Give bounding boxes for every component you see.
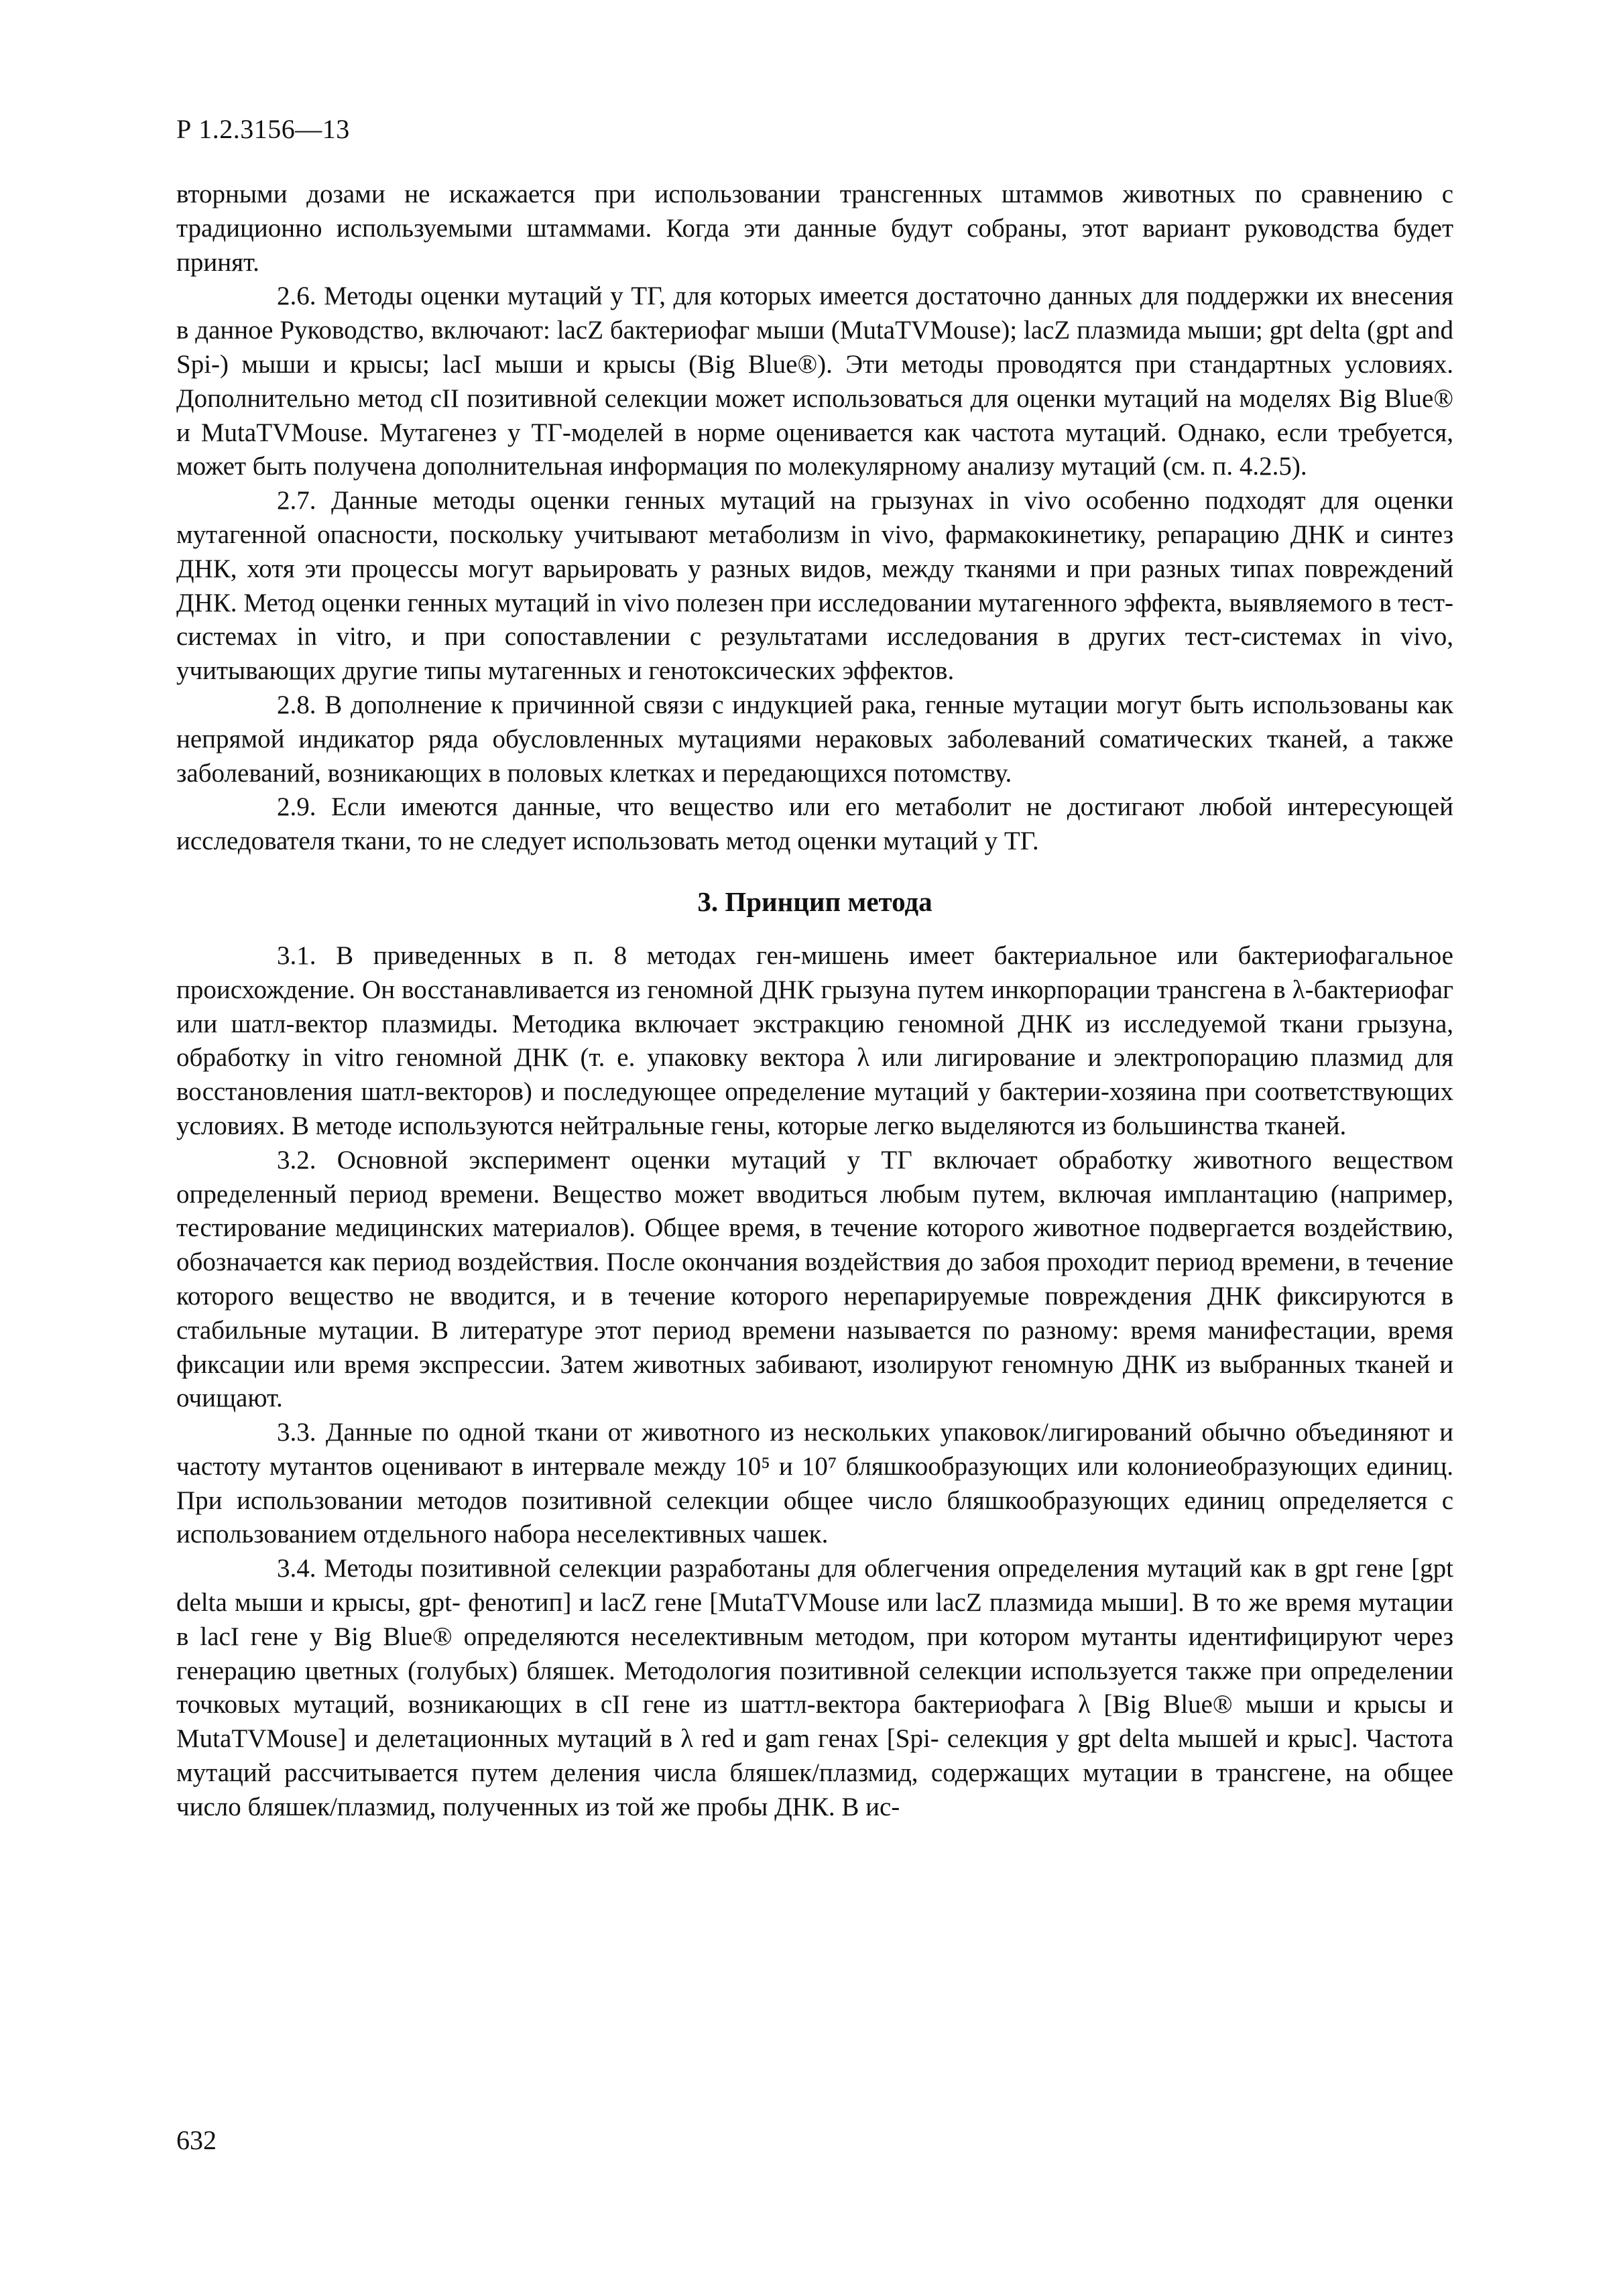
section-3-heading: 3. Принцип метода <box>697 886 933 917</box>
paragraph-2-8: 2.8. В дополнение к причинной связи с индукцией рака, генные мутации могут быть использованы как непрямой индикатор ряда обусловленных мутациями нераковых заболеваний соматических тканей, а также заболеваний, возникающих в половых клетках и передающихся потомству. <box>176 690 1453 788</box>
paragraph-2-7: 2.7. Данные методы оценки генных мутаций на грызунах in vivo особенно подходят для оценки мутагенной опасности, поскольку учитывают метаболизм in vivo, фармакокинетику, репарацию ДНК и синтез ДНК, хотя эти процессы могут варьировать у разных видов, между тканями и при разных типах повреждений ДНК. Метод оценки генных мутаций in vivo полезен при исследовании мутагенного эффекта, выявляемого в тест-системах in vitro, и при сопоставлении с результатами исследования в других тест-системах in vivo, учитывающих другие типы мутагенных и генотоксических эффектов. <box>176 486 1453 686</box>
document-code: Р 1.2.3156—13 <box>176 114 350 144</box>
paragraph-2-9: 2.9. Если имеются данные, что вещество или его метаболит не достигают любой интересующей исследователя ткани, то не следует использовать метод оценки мутаций у ТГ. <box>176 792 1453 856</box>
paragraph-3-3: 3.3. Данные по одной ткани от животного из нескольких упаковок/лигирований обычно объединяют и частоту мутантов оценивают в интервале между 10⁵ и 10⁷ бляшкообразующих или колониеобразующих единиц. При использовании методов позитивной селекции общее число бляшкообразующих единиц определяется с использованием отдельного набора неселективных чашек. <box>176 1418 1453 1549</box>
paragraph-2-6: 2.6. Методы оценки мутаций у ТГ, для которых имеется достаточно данных для поддержки их внесения в данное Руководство, включают: lacZ бактериофаг мыши (MutaTVMouse); lacZ плазмида мыши; gpt delta (gpt and Spi-) мыши и крысы; lacI мыши и крысы (Big Blue®). Эти методы проводятся при стандартных условиях. Дополнительно метод cII позитивной селекции может использоваться для оценки мутаций на моделях Big Blue® и MutaTVMouse. Мутагенез у ТГ-моделей в норме оценивается как частота мутаций. Однако, если требуется, может быть получена дополнительная информация по молекулярному анализу мутаций (см. п. 4.2.5). <box>176 282 1453 481</box>
page-number: 632 <box>176 2125 217 2155</box>
body-text <box>176 178 1453 1825</box>
paragraph-3-4: 3.4. Методы позитивной селекции разработаны для облегчения определения мутаций как в gpt гене [gpt delta мыши и крысы, gpt- фенотип] и lacZ гене [MutaTVMouse или lacZ плазмида мыши]. В то же время мутации в lacI гене у Big Blue® определяются неселективным методом, при котором мутанты идентифицируют через генерацию цветных (голубых) бляшек. Методология позитивной селекции используется также при определении точковых мутаций, возникающих в cII гене из шаттл-вектора бактериофага λ [Big Blue® мыши и крысы и MutaTVMouse] и делетационных мутаций в λ red и gam генах [Spi- селекция у gpt delta мышей и крыс]. Частота мутаций рассчитывается путем деления числа бляшек/плазмид, содержащих мутации в трансгене, на общее число бляшек/плазмид, полученных из той же пробы ДНК. В ис- <box>176 1554 1453 1821</box>
paragraph-continuation: вторными дозами не искажается при использовании трансгенных штаммов животных по сравнению с традиционно используемыми штаммами. Когда эти данные будут собраны, этот вариант руководства будет принят. <box>176 180 1453 277</box>
paragraph-3-2: 3.2. Основной эксперимент оценки мутаций у ТГ включает обработку животного веществом определенный период времени. Вещество может вводиться любым путем, включая имплантацию (например, тестирование медицинских материалов). Общее время, в течение которого животное подвергается воздействию, обозначается как период воздействия. После окончания воздействия до забоя проходит период времени, в течение которого вещество не вводится, и в течение которого нерепарируемые повреждения ДНК фиксируются в стабильные мутации. В литературе этот период времени называется по разному: время манифестации, время фиксации или время экспрессии. Затем животных забивают, изолируют геномную ДНК из выбранных тканей и очищают. <box>176 1145 1453 1413</box>
paragraph-3-1: 3.1. В приведенных в п. 8 методах ген-мишень имеет бактериальное или бактериофагальное происхождение. Он восстанавливается из геномной ДНК грызуна путем инкорпорации трансгена в λ-бактериофаг или шатл-вектор плазмиды. Методика включает экстракцию геномной ДНК из исследуемой ткани грызуна, обработку in vitro геномной ДНК (т. е. упаковку вектора λ или лигирование и электропорацию плазмид для восстановления шатл-векторов) и последующее определение мутаций у бактерии-хозяина при соответствующих условиях. В методе используются нейтральные гены, которые легко выделяются из большинства тканей. <box>176 941 1453 1140</box>
